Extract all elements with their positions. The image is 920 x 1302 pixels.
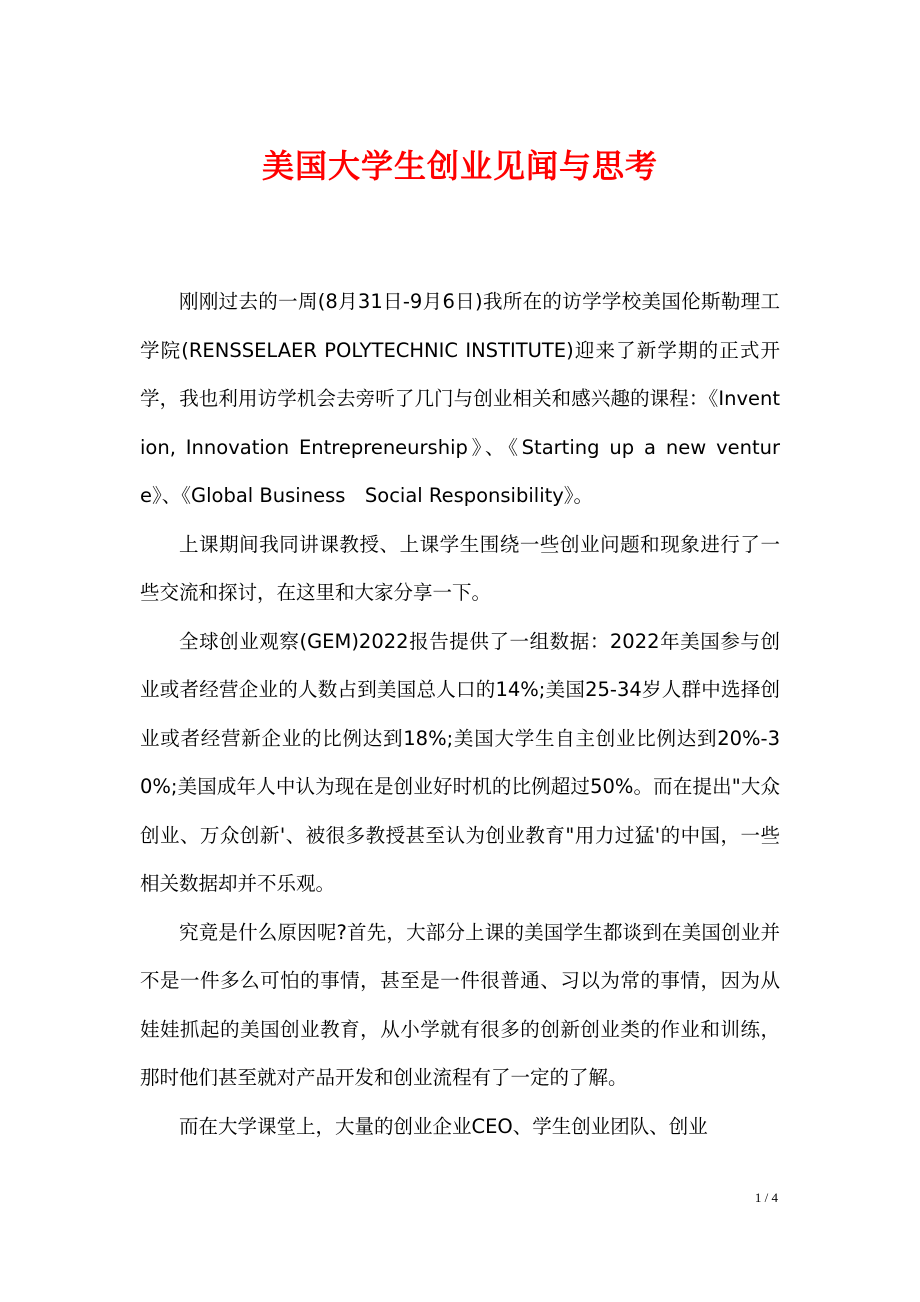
paragraph-2: 上课期间我同讲课教授、上课学生围绕一些创业问题和现象进行了一些交流和探讨，在这里和大家分享一下。 [140,532,780,604]
paragraph-5: 而在大学课堂上，大量的创业企业CEO、学生创业团队、创业 [179,1114,708,1138]
page-number: 1 / 4 [754,1190,778,1205]
paragraph-1: 刚刚过去的一周(8月31日-9月6日)我所在的访学学校美国伦斯勒理工学院(RENSSELAER POLYTECHNIC INSTITUTE)迎来了新学期的正式开学，我也利用访学机会去旁听了几门与创业相关和感兴趣的课程：《Invention, Innovation Entrepreneurship》、《Starting up a new venture》、《Global Business Social Responsibility》。 [140,290,780,507]
document-body [140,278,780,1151]
paragraph-3: 全球创业观察(GEM)2022报告提供了一组数据：2022年美国参与创业或者经营企业的人数占到美国总人口的14%;美国25-34岁人群中选择创业或者经营新企业的比例达到18%;美国大学生自主创业比例达到20%-30%;美国成年人中认为现在是创业好时机的比例超过50%。而在提出"大众创业、万众创新'、被很多教授甚至认为创业教育"用力过猛'的中国，一些相关数据却并不乐观。 [140,629,780,895]
document-title: 美国大学生创业见闻与思考 [261,147,658,185]
paragraph-4: 究竟是什么原因呢?首先，大部分上课的美国学生都谈到在美国创业并不是一件多么可怕的事情，甚至是一件很普通、习以为常的事情，因为从娃娃抓起的美国创业教育，从小学就有很多的创新创业类的作业和训练，那时他们甚至就对产品开发和创业流程有了一定的了解。 [140,920,780,1089]
